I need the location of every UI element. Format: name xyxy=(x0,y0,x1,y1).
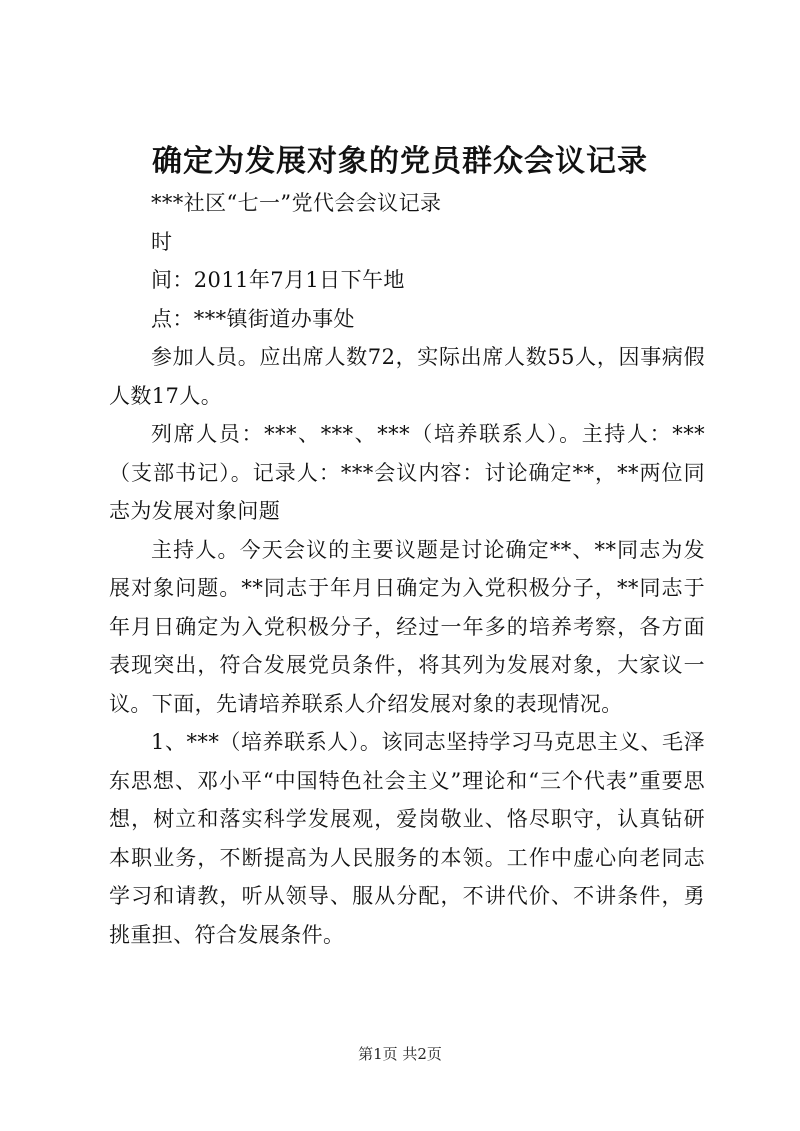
location-line: 点：***镇街道办事处 xyxy=(151,306,355,331)
document-title: 确定为发展对象的党员群众会议记录 xyxy=(152,144,648,179)
host-remarks-paragraph: 主持人。今天会议的主要议题是讨论确定**、**同志为发展对象问题。**同志于年月日确定为入党积极分子，**同志于年月日确定为入党积极分子，经过一年多的培养考察，各方面表现突出，符合发展党员条件，将其列为发展对象，大家议一议。下面，先请培养联系人介绍发展对象的表现情况。 xyxy=(109,537,705,716)
time-value-line: 间：2011年7月1日下午地 xyxy=(151,268,405,292)
page-number-footer: 第1页 共2页 xyxy=(358,1045,442,1063)
contact-person-paragraph: 1、***（培养联系人）。该同志坚持学习马克思主义、毛泽东思想、邓小平“中国特色社会主义”理论和“三个代表”重要思想，树立和落实科学发展观，爱岗敬业、恪尽职守，认真钻研本职业务，不断提高为人民服务的本领。工作中虚心向老同志学习和请教，听从领导、服从分配，不讲代价、不讲条件，勇挑重担、符合发展条件。 xyxy=(109,730,705,947)
document-body xyxy=(109,184,705,954)
attendance-paragraph: 参加人员。应出席人数72，实际出席人数55人，因事病假人数17人。 xyxy=(109,345,705,408)
meeting-heading-line: ***社区“七一”党代会会议记录 xyxy=(151,191,442,215)
time-label-line: 时 xyxy=(151,229,173,254)
attendees-paragraph: 列席人员：***、***、***（培养联系人）。主持人：***（支部书记）。记录人：***会议内容：讨论确定**，**两位同志为发展对象问题 xyxy=(109,422,705,523)
